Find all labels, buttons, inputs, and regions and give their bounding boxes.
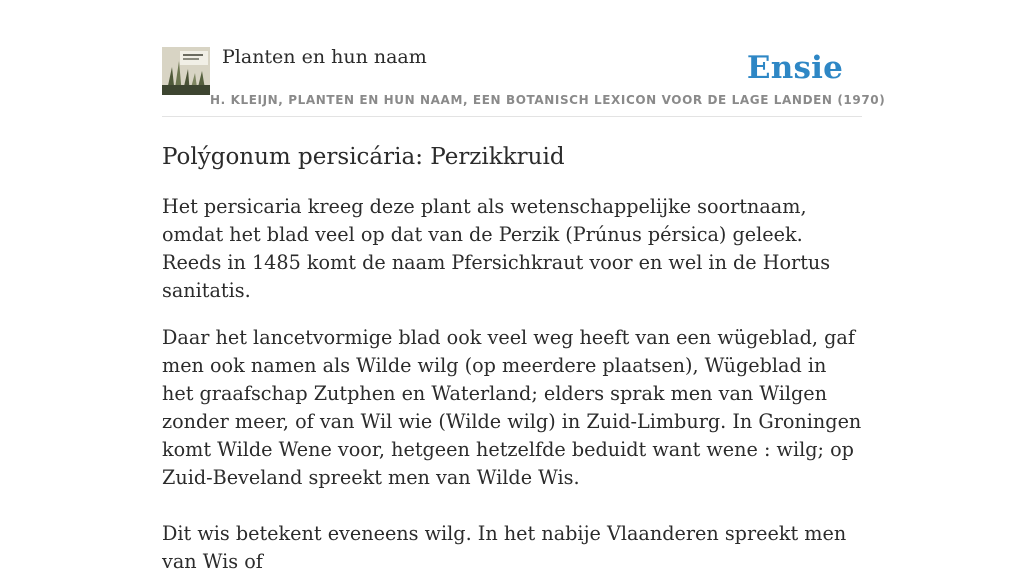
book-cover-avatar[interactable] bbox=[162, 47, 210, 95]
book-cover-icon bbox=[162, 47, 210, 95]
source-reference: H. KLEIJN, PLANTEN EN HUN NAAM, EEN BOTANISCH LEXICON VOOR DE LAGE LANDEN (1970) bbox=[210, 93, 886, 107]
site-title[interactable]: Planten en hun naam bbox=[222, 46, 427, 68]
entry-paragraph: Dit wis betekent eveneens wilg. In het nabije Vlaanderen spreekt men van Wis of bbox=[162, 522, 847, 573]
site-header bbox=[162, 44, 886, 117]
entry-title: Polýgonum persicária: Perzikkruid bbox=[162, 144, 565, 170]
page-container bbox=[162, 44, 886, 576]
entry-paragraph: Het persicaria kreeg deze plant als wetenschappelijke soortnaam, omdat het blad veel op dat van de Perzik (Prúnus pérsica) geleek. Reeds in 1485 komt de naam Pfersichkraut voor en wel in de Hortus sanitatis. bbox=[162, 195, 831, 302]
brand-logo[interactable]: Ensie bbox=[746, 50, 843, 86]
entry-paragraph: Daar het lancetvormige blad ook veel weg heeft van een wügeblad, gaf men ook namen als Wilde wilg (op meerdere plaatsen), Wügeblad in het graafschap Zutphen en Waterland; elders sprak men van Wilgen zonder meer, of van Wil wie (Wilde wilg) in Zuid-Limburg. In Groningen komt Wilde Wene voor, hetgeen hetzelfde beduidt want wene : wilg; op Zuid-Beveland spreekt men van Wilde Wis. bbox=[162, 326, 862, 489]
